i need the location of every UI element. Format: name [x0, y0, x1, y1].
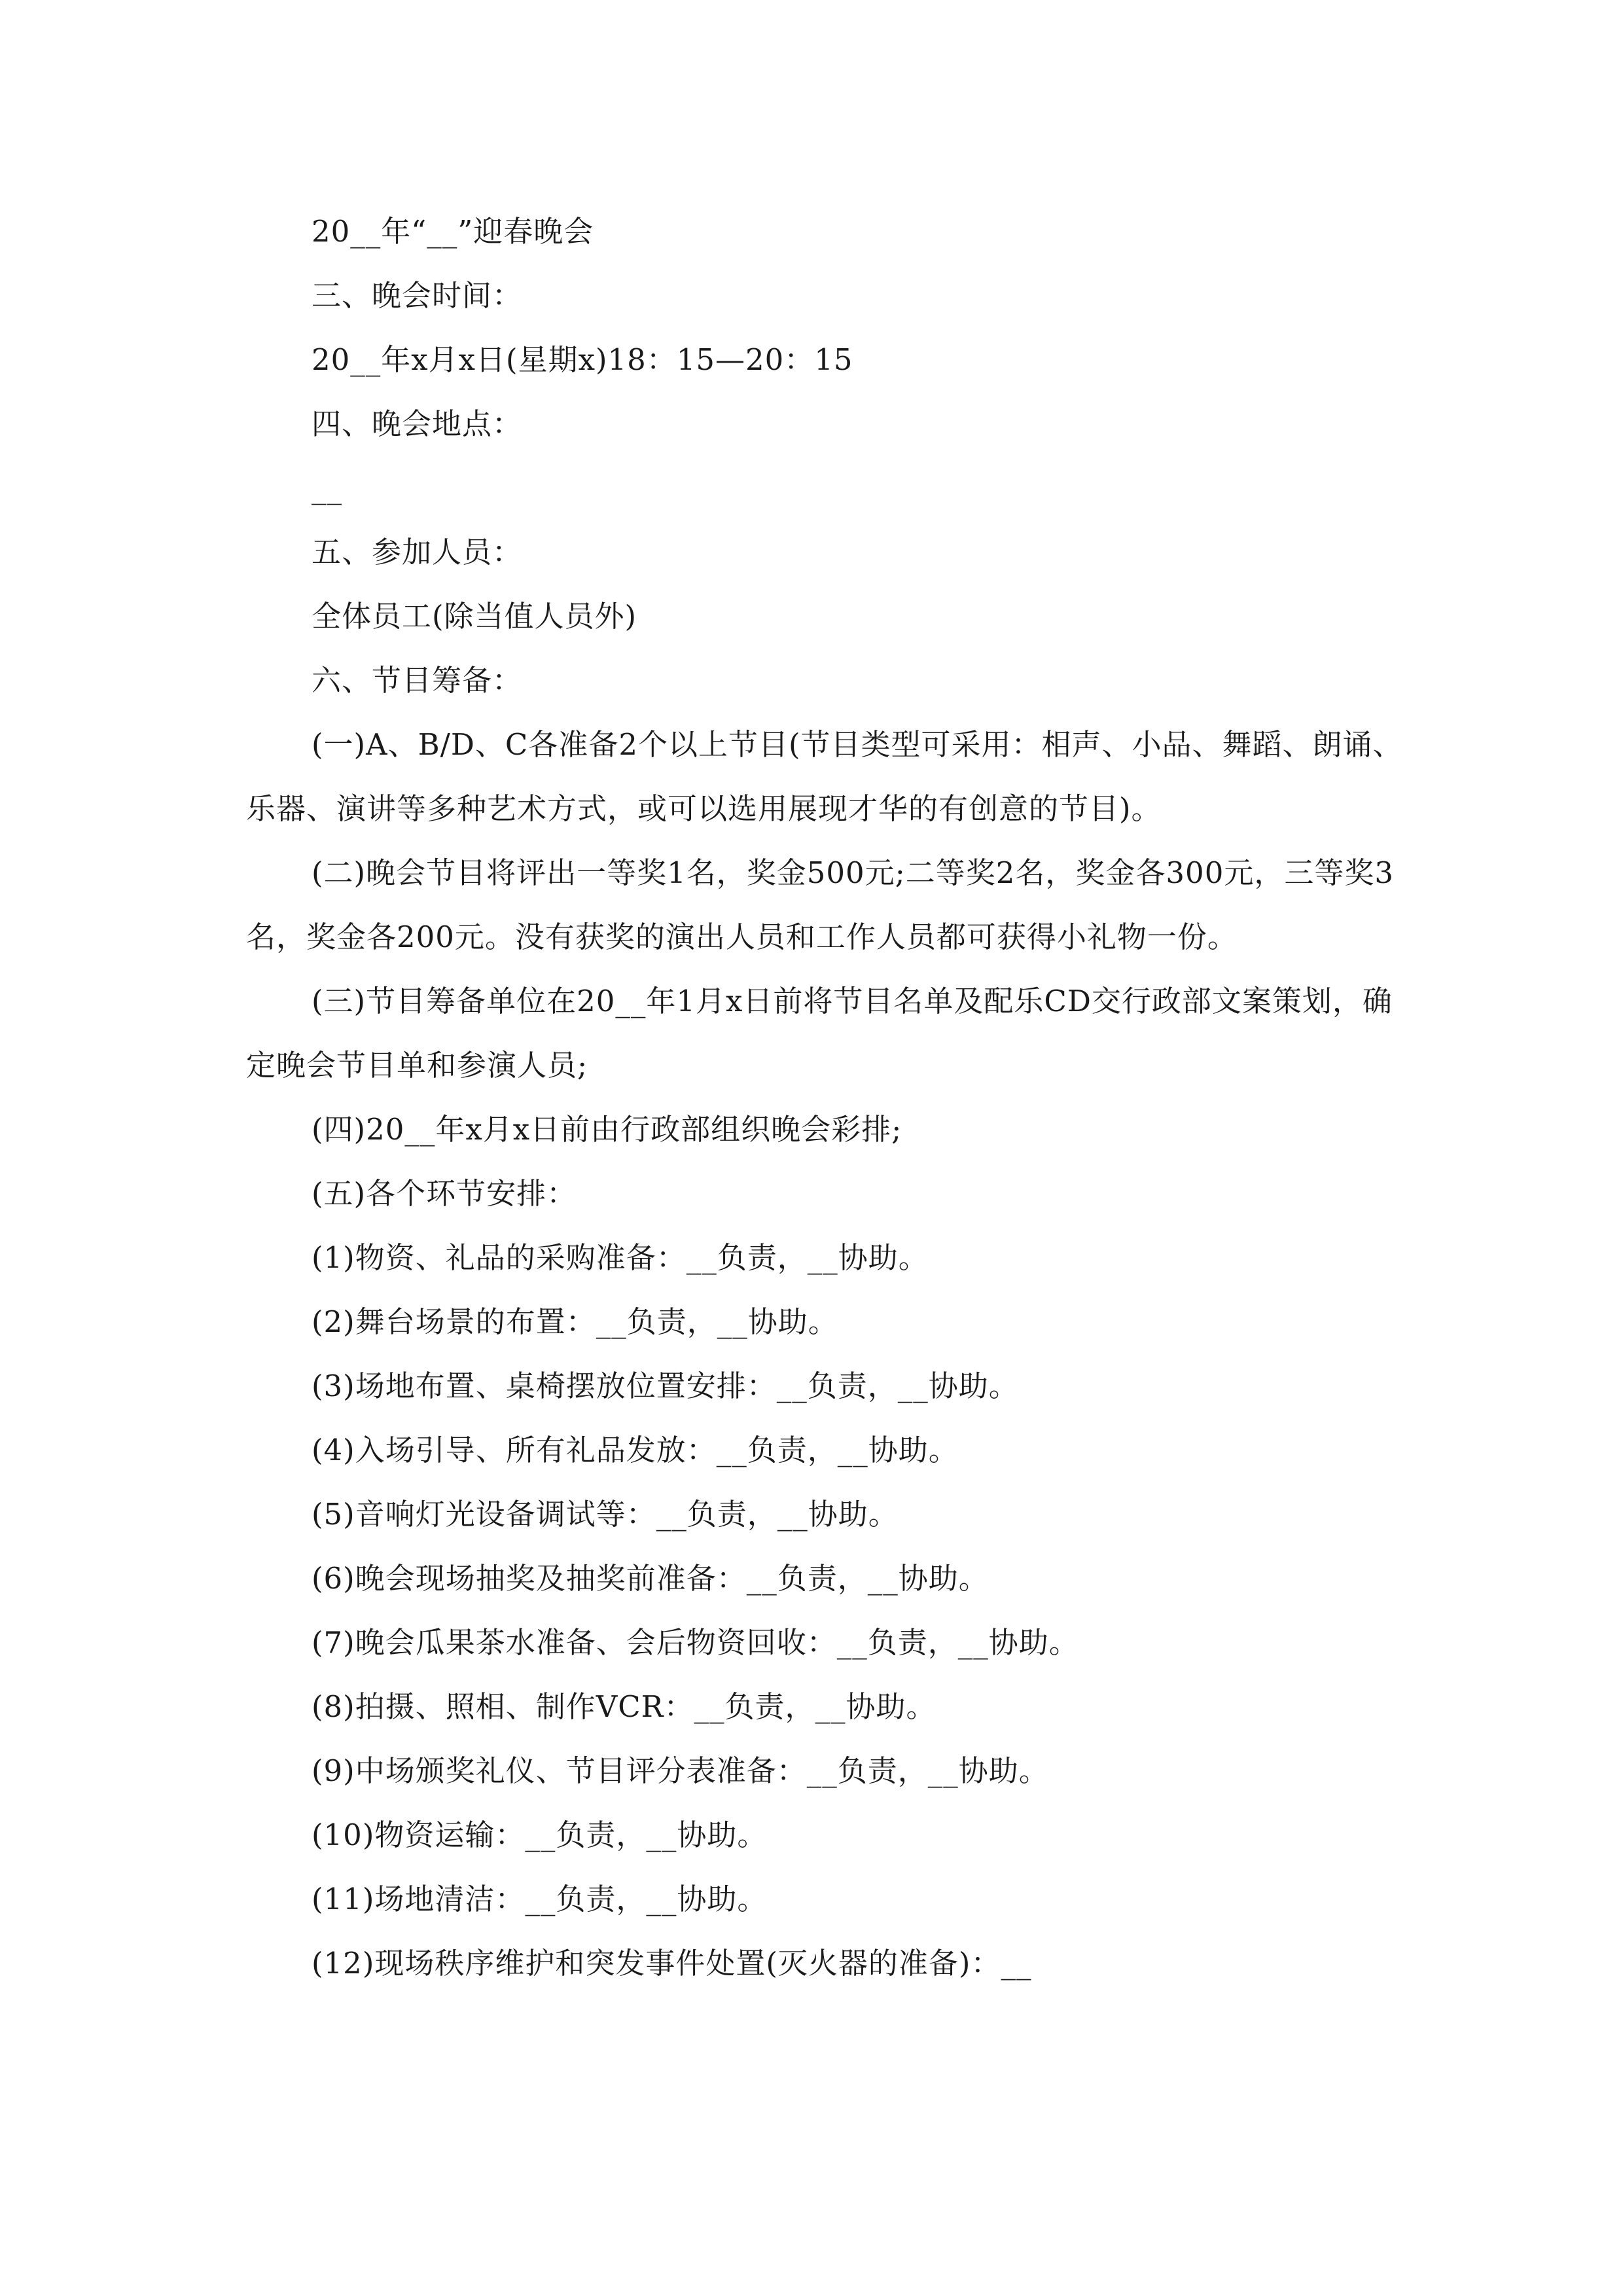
- section-heading-time: 三、晚会时间：: [312, 278, 523, 313]
- task-item-6: (6)晚会现场抽奖及抽奖前准备：__负责，__协助。: [312, 1561, 989, 1596]
- section-heading-venue: 四、晚会地点：: [312, 406, 523, 441]
- task-item-8: (8)拍摄、照相、制作VCR：__负责，__协助。: [312, 1689, 936, 1724]
- program-item-5: (五)各个环节安排：: [312, 1176, 577, 1211]
- program-item-4: (四)20__年x月x日前由行政部组织晚会彩排;: [312, 1112, 902, 1147]
- program-item-1: (一)A、B/D、C各准备2个以上节目(节目类型可采用：相声、小品、舞蹈、朗诵、乐器、演讲等多种艺术方式，或可以选用展现才华的有创意的节目)。: [246, 727, 1403, 826]
- task-item-12: (12)现场秩序维护和突发事件处置(灭火器的准备)：__: [312, 1946, 1032, 1981]
- task-item-11: (11)场地清洁：__负责，__协助。: [312, 1882, 768, 1916]
- task-item-5: (5)音响灯光设备调试等：__负责，__协助。: [312, 1497, 899, 1532]
- task-item-4: (4)入场引导、所有礼品发放：__负责，__协助。: [312, 1433, 959, 1467]
- section-heading-programs: 六、节目筹备：: [312, 663, 523, 698]
- document-body: [246, 200, 1418, 1996]
- event-time-line: 20__年x月x日(星期x)18：15—20：15: [312, 342, 853, 377]
- section-heading-attendees: 五、参加人员：: [312, 535, 523, 569]
- program-item-2: (二)晚会节目将评出一等奖1名，奖金500元;二等奖2名，奖金各300元，三等奖3名，奖金各200元。没有获奖的演出人员和工作人员都可获得小礼物一份。: [246, 855, 1394, 954]
- program-item-3: (三)节目筹备单位在20__年1月x日前将节目名单及配乐CD交行政部文案策划，确定晚会节目单和参演人员;: [246, 984, 1393, 1083]
- task-item-3: (3)场地布置、桌椅摆放位置安排：__负责，__协助。: [312, 1369, 1019, 1403]
- task-item-2: (2)舞台场景的布置：__负责，__协助。: [312, 1304, 838, 1339]
- task-item-7: (7)晚会瓜果茶水准备、会后物资回收：__负责，__协助。: [312, 1625, 1079, 1660]
- task-item-9: (9)中场颁奖礼仪、节目评分表准备：__负责，__协助。: [312, 1753, 1049, 1788]
- event-title-line: 20__年“__”迎春晚会: [312, 214, 594, 249]
- task-item-10: (10)物资运输：__负责，__协助。: [312, 1818, 768, 1852]
- attendees-line: 全体员工(除当值人员外): [312, 599, 637, 634]
- event-venue-line: __: [312, 471, 342, 505]
- task-item-1: (1)物资、礼品的采购准备：__负责，__协助。: [312, 1240, 929, 1275]
